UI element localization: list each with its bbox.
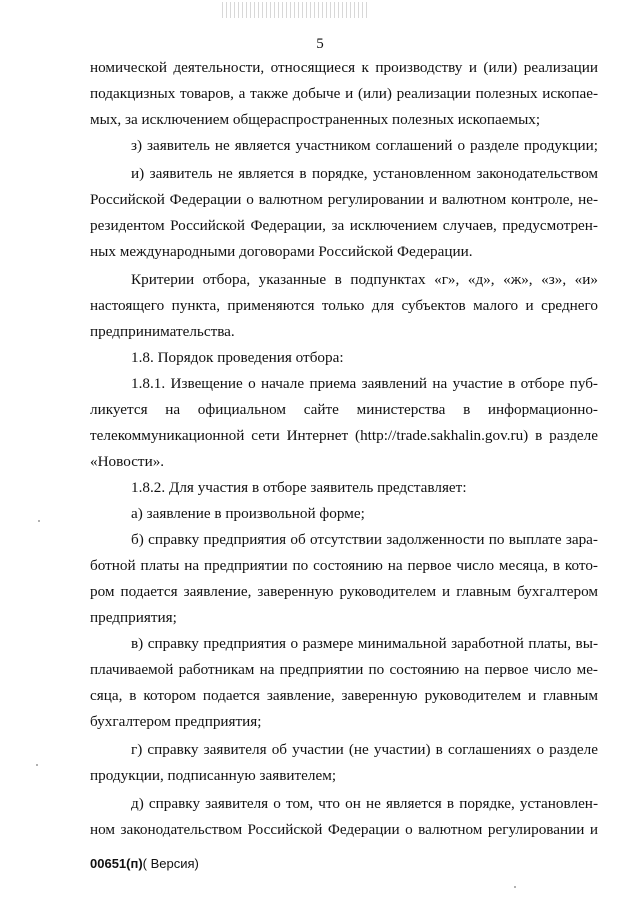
text-line: ном законодательством Российской Федерации о валютном регулировании и	[90, 821, 598, 838]
text-line: 1.8.2. Для участия в отборе заявитель представляет:	[131, 479, 467, 496]
scan-speck	[36, 764, 38, 766]
section-heading: 1.8. Порядок проведения отбора:	[131, 349, 344, 366]
text-line: и) заявитель не является в порядке, установленном законодательством	[131, 165, 598, 182]
text-line: продукции, подписанную заявителем;	[90, 767, 337, 784]
text-line: бухгалтером предприятия;	[90, 713, 262, 730]
text-line: резидентом Российской Федерации, за исключением случаев, предусмотрен-	[90, 217, 598, 234]
list-item: г) справку заявителя об участии (не участии) в соглашениях о разделе	[131, 741, 598, 758]
scan-speck	[38, 520, 40, 522]
list-item: а) заявление в произвольной форме;	[131, 505, 365, 522]
text-line: ликуется на официальном сайте министерства в информационно-	[90, 401, 598, 418]
text-line: плачиваемой работникам на предприятии по состоянию на первое число ме-	[90, 661, 598, 678]
text-line: 1.8.1. Извещение о начале приема заявлений на участие в отборе пуб-	[131, 375, 598, 392]
text-line: з) заявитель не является участником соглашений о разделе продукции;	[131, 137, 598, 154]
document-footer	[90, 856, 199, 871]
page-number: 5	[316, 36, 324, 52]
text-line: телекоммуникационной сети Интернет (http://trade.sakhalin.gov.ru) в разделе	[90, 427, 598, 444]
text-line: «Новости».	[90, 453, 165, 470]
scan-speck	[514, 886, 516, 888]
scan-noise	[222, 2, 370, 18]
text-line: номической деятельности, относящиеся к производству и (или) реализации	[90, 59, 598, 76]
text-line: подакцизных товаров, а также добыче и (или) реализации полезных ископае-	[90, 85, 598, 102]
list-item: б) справку предприятия об отсутствии задолженности по выплате зара-	[131, 531, 598, 548]
list-item: в) справку предприятия о размере минимальной заработной платы, вы-	[131, 635, 598, 652]
text-line: Российской Федерации о валютном регулировании и валютном контроле, не-	[90, 191, 598, 208]
text-line: ных международными договорами Российской Федерации.	[90, 243, 473, 260]
text-line: мых, за исключением общераспространенных полезных ископаемых;	[90, 111, 541, 128]
text-line: предпринимательства.	[90, 323, 235, 340]
text-line: предприятия;	[90, 609, 177, 626]
version-label: ( Версия)	[142, 856, 199, 871]
list-item: д) справку заявителя о том, что он не является в порядке, установлен-	[131, 795, 598, 812]
text-line: настоящего пункта, применяются только для субъектов малого и среднего	[90, 297, 598, 314]
text-line: ботной платы на предприятии по состоянию на первое число месяца, в кото-	[90, 557, 598, 574]
text-line: ром подается заявление, заверенную руководителем и главным бухгалтером	[90, 583, 598, 600]
document-code: 00651(п)	[90, 856, 143, 871]
text-line: сяца, в котором подается заявление, заверенную руководителем и главным	[90, 687, 598, 704]
text-line: Критерии отбора, указанные в подпунктах «г», «д», «ж», «з», «и»	[131, 271, 598, 288]
